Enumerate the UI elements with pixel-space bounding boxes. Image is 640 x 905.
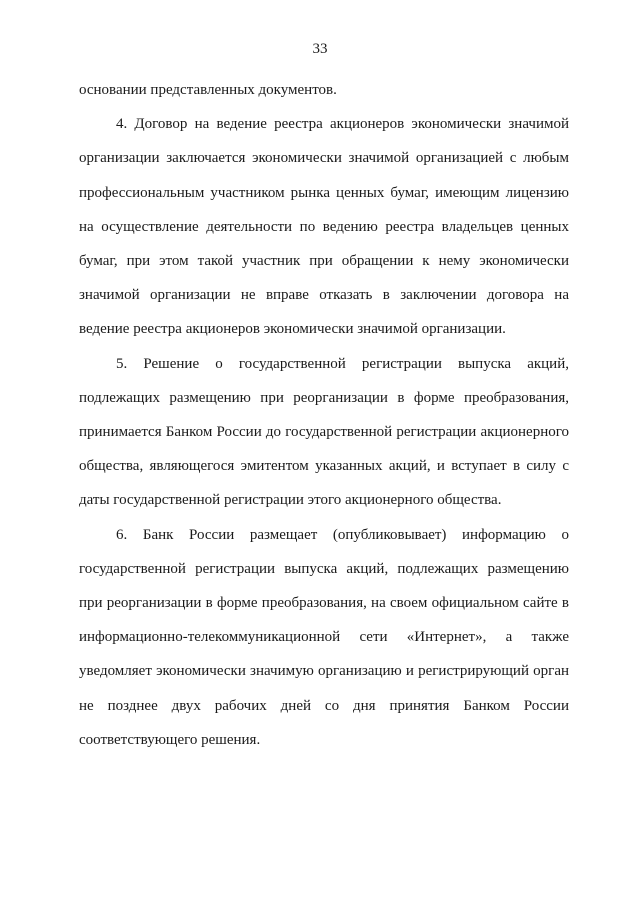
document-body: [79, 73, 569, 757]
paragraph-4: 4. Договор на ведение реестра акционеров экономически значимой организации заключается экономически значимой организацией с любым профессиональным участником рынка ценных бумаг, имеющим лицензию на осуществление деятельности по ведению реестра владельцев ценных бумаг, при этом такой участник при обращении к нему экономически значимой организации не вправе отказать в заключении договора на ведение реестра акционеров экономически значимой организации.: [79, 116, 569, 338]
page-number: 33: [312, 41, 328, 57]
paragraph-6: 6. Банк России размещает (опубликовывает) информацию о государственной регистрации выпуска акций, подлежащих размещению при реорганизации в форме преобразования, на своем официальном сайте в информационно-телекоммуникационной сети «Интернет», а также уведомляет экономически значимую организацию и регистрирующий орган не позднее двух рабочих дней со дня принятия Банком России соответствующего решения.: [79, 526, 569, 748]
paragraph-5: 5. Решение о государственной регистрации выпуска акций, подлежащих размещению при реорганизации в форме преобразования, принимается Банком России до государственной регистрации акционерного общества, являющегося эмитентом указанных акций, и вступает в силу с даты государственной регистрации этого акционерного общества.: [79, 355, 569, 509]
paragraph-continuation: основании представленных документов.: [79, 82, 337, 98]
